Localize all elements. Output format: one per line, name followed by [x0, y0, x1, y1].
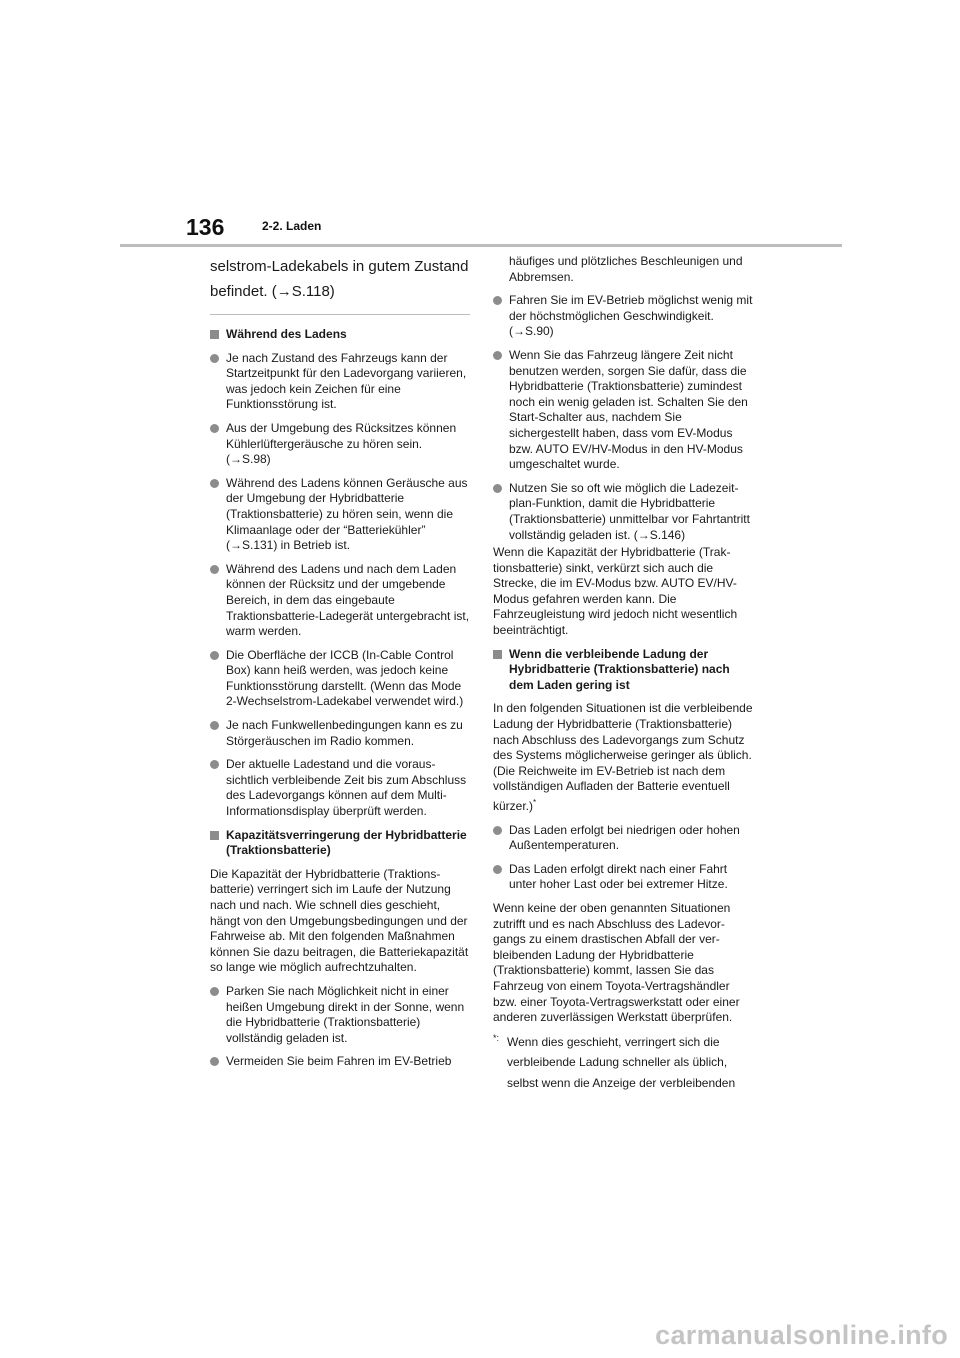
- list-item: Während des Ladens und nach dem Laden können der Rücksitz und der umgebende Bereich, in dem das eingebaute Traktionsbatterie-Ladegerät untergebracht ist, warm werden.: [210, 562, 470, 640]
- list-item: Die Oberfläche der ICCB (In-Cable Control Box) kann heiß werden, was jedoch keine Funktionsstörung darstellt. (Wenn das Mode 2-Wechselstrom-Ladekabel verwendet wird.): [210, 648, 470, 710]
- list-item: Fahren Sie im EV-Betrieb möglichst wenig mit der höchstmöglichen Geschwindigkeit. (→S.90): [493, 293, 753, 340]
- list-item: Je nach Funkwellenbedingungen kann es zu Störgeräuschen im Radio kommen.: [210, 718, 470, 749]
- round-bullet-icon: [210, 565, 219, 574]
- round-bullet-icon: [210, 651, 219, 660]
- watermark-logo: carmanualsonline.info: [655, 1320, 948, 1350]
- heading-while-charging: Während des Ladens: [210, 327, 470, 343]
- footnote-label: *:: [493, 1032, 500, 1043]
- section-title: 2-2. Laden: [262, 219, 322, 233]
- round-bullet-icon: [210, 1057, 219, 1066]
- paragraph: Wenn die Kapazität der Hybridbatterie (Traktionsbatterie) sinkt, verkürzt sich auch die Strecke, die im EV-Modus bzw. AUTO EV/HV-Modus gefahren werden kann. Die Fahrzeugleistung wird jedoch nicht wesentlich beeinträchtigt.: [493, 545, 738, 638]
- heading-capacity-reduction: Kapazitätsverringerung der Hybridbatterie (Traktionsbatterie): [210, 828, 470, 859]
- footnote: *: Wenn dies geschieht, verringert sich die verbleibende Ladung schneller als üblich, selbst wenn die Anzeige der verbleibenden: [493, 1032, 753, 1094]
- round-bullet-icon: [210, 479, 219, 488]
- list-item: Aus der Umgebung des Rücksitzes können Kühlerlüftergeräusche zu hören sein. (→S.98): [210, 421, 470, 468]
- round-bullet-icon: [210, 760, 219, 769]
- list-item: Vermeiden Sie beim Fahren im EV-Betrieb: [210, 1054, 470, 1070]
- header-divider: [120, 244, 842, 247]
- page-number: 136: [186, 214, 225, 240]
- round-bullet-icon: [493, 865, 502, 874]
- paragraph: Die Kapazität der Hybridbatterie (Traktionsbatterie) verringert sich im Laufe der Nutzung nach und nach. Wie schnell dies geschieht, hängt von den Umgebungsbedingungen und der Fahrweise ab. Mit den folgenden Maßnahmen können Sie dazu beitragen, die Batteriekapazität so lange wie möglich aufrechtzuhalten.: [210, 866, 469, 975]
- round-bullet-icon: [493, 351, 502, 360]
- paragraph: In den folgenden Situationen ist die verbleibende Ladung der Hybridbatterie (Traktionsbatterie) nach Abschluss des Ladevorgangs zum Schutz des Systems möglicherweise geringer als üblich. (Die Reichweite im EV-Betrieb ist nach dem vollständigen Aufladen der Batterie eventuell kürzer.)*: [493, 701, 753, 813]
- paragraph: Wenn keine der oben genannten Situationen zutrifft und es nach Abschluss des Ladevorgangs zu einem drastischen Abfall der verbleibenden Ladung der Hybridbatterie (Traktionsbatterie) kommt, lassen Sie das Fahrzeug von einem Toyota-Vertragshändler bzw. einer Toyota-Vertragswerkstatt oder einer anderen zuverlässigen Werkstatt überprüfen.: [493, 900, 740, 1025]
- continued-text: häufiges und plötzliches Beschleunigen und Abbremsen.: [509, 254, 743, 284]
- list-item: Nutzen Sie so oft wie möglich die Ladezeitplan-Funktion, damit die Hybridbatterie (Traktionsbatterie) unmittelbar vor Fahrtantritt vollständig geladen ist. (→S.146): [493, 481, 753, 543]
- list-item: Das Laden erfolgt direkt nach einer Fahrt unter hoher Last oder bei extremer Hitze.: [493, 862, 753, 893]
- square-bullet-icon: [493, 650, 502, 659]
- lead-text: selstrom-Ladekabels in gutem Zustand befindet. (→S.118): [210, 258, 469, 300]
- list-item: Während des Ladens können Geräusche aus der Umgebung der Hybridbatterie (Traktionsbatterie) zu hören sein, wenn die Klimaanlage oder der “Batteriekühler” (→S.131) in Betrieb ist.: [210, 476, 470, 554]
- round-bullet-icon: [210, 354, 219, 363]
- footnote-marker: *: [533, 798, 537, 807]
- square-bullet-icon: [210, 831, 219, 840]
- round-bullet-icon: [493, 296, 502, 305]
- list-item: Wenn Sie das Fahrzeug längere Zeit nicht benutzen werden, sorgen Sie dafür, dass die Hybridbatterie (Traktionsbatterie) zumindest noch ein wenig geladen ist. Schalten Sie den Start-Schalter aus, nachdem Sie sichergestellt haben, dass vom EV-Modus bzw. AUTO EV/HV-Modus in den HV-Modus umgeschaltet wurde.: [493, 348, 753, 473]
- square-bullet-icon: [210, 330, 219, 339]
- round-bullet-icon: [210, 987, 219, 996]
- section-divider: [210, 314, 470, 315]
- round-bullet-icon: [493, 484, 502, 493]
- round-bullet-icon: [210, 424, 219, 433]
- left-column: [210, 254, 470, 1078]
- list-item: Je nach Zustand des Fahrzeugs kann der Startzeitpunkt für den Ladevorgang variieren, was jedoch kein Zeichen für eine Funktionsstörung ist.: [210, 351, 470, 413]
- right-column: [493, 254, 753, 1093]
- list-item: Parken Sie nach Möglichkeit nicht in einer heißen Umgebung direkt in der Sonne, wenn die Hybridbatterie (Traktionsbatterie) vollständig geladen ist.: [210, 984, 470, 1046]
- heading-low-remaining-charge: Wenn die verbleibende Ladung der Hybridbatterie (Traktionsbatterie) nach dem Laden gering ist: [493, 647, 753, 694]
- round-bullet-icon: [210, 721, 219, 730]
- list-item: Der aktuelle Ladestand und die voraussichtlich verbleibende Zeit bis zum Abschluss des Ladevorgangs können auf dem Multi-Informationsdisplay überprüft werden.: [210, 757, 470, 819]
- round-bullet-icon: [493, 826, 502, 835]
- list-item: Das Laden erfolgt bei niedrigen oder hohen Außentemperaturen.: [493, 823, 753, 854]
